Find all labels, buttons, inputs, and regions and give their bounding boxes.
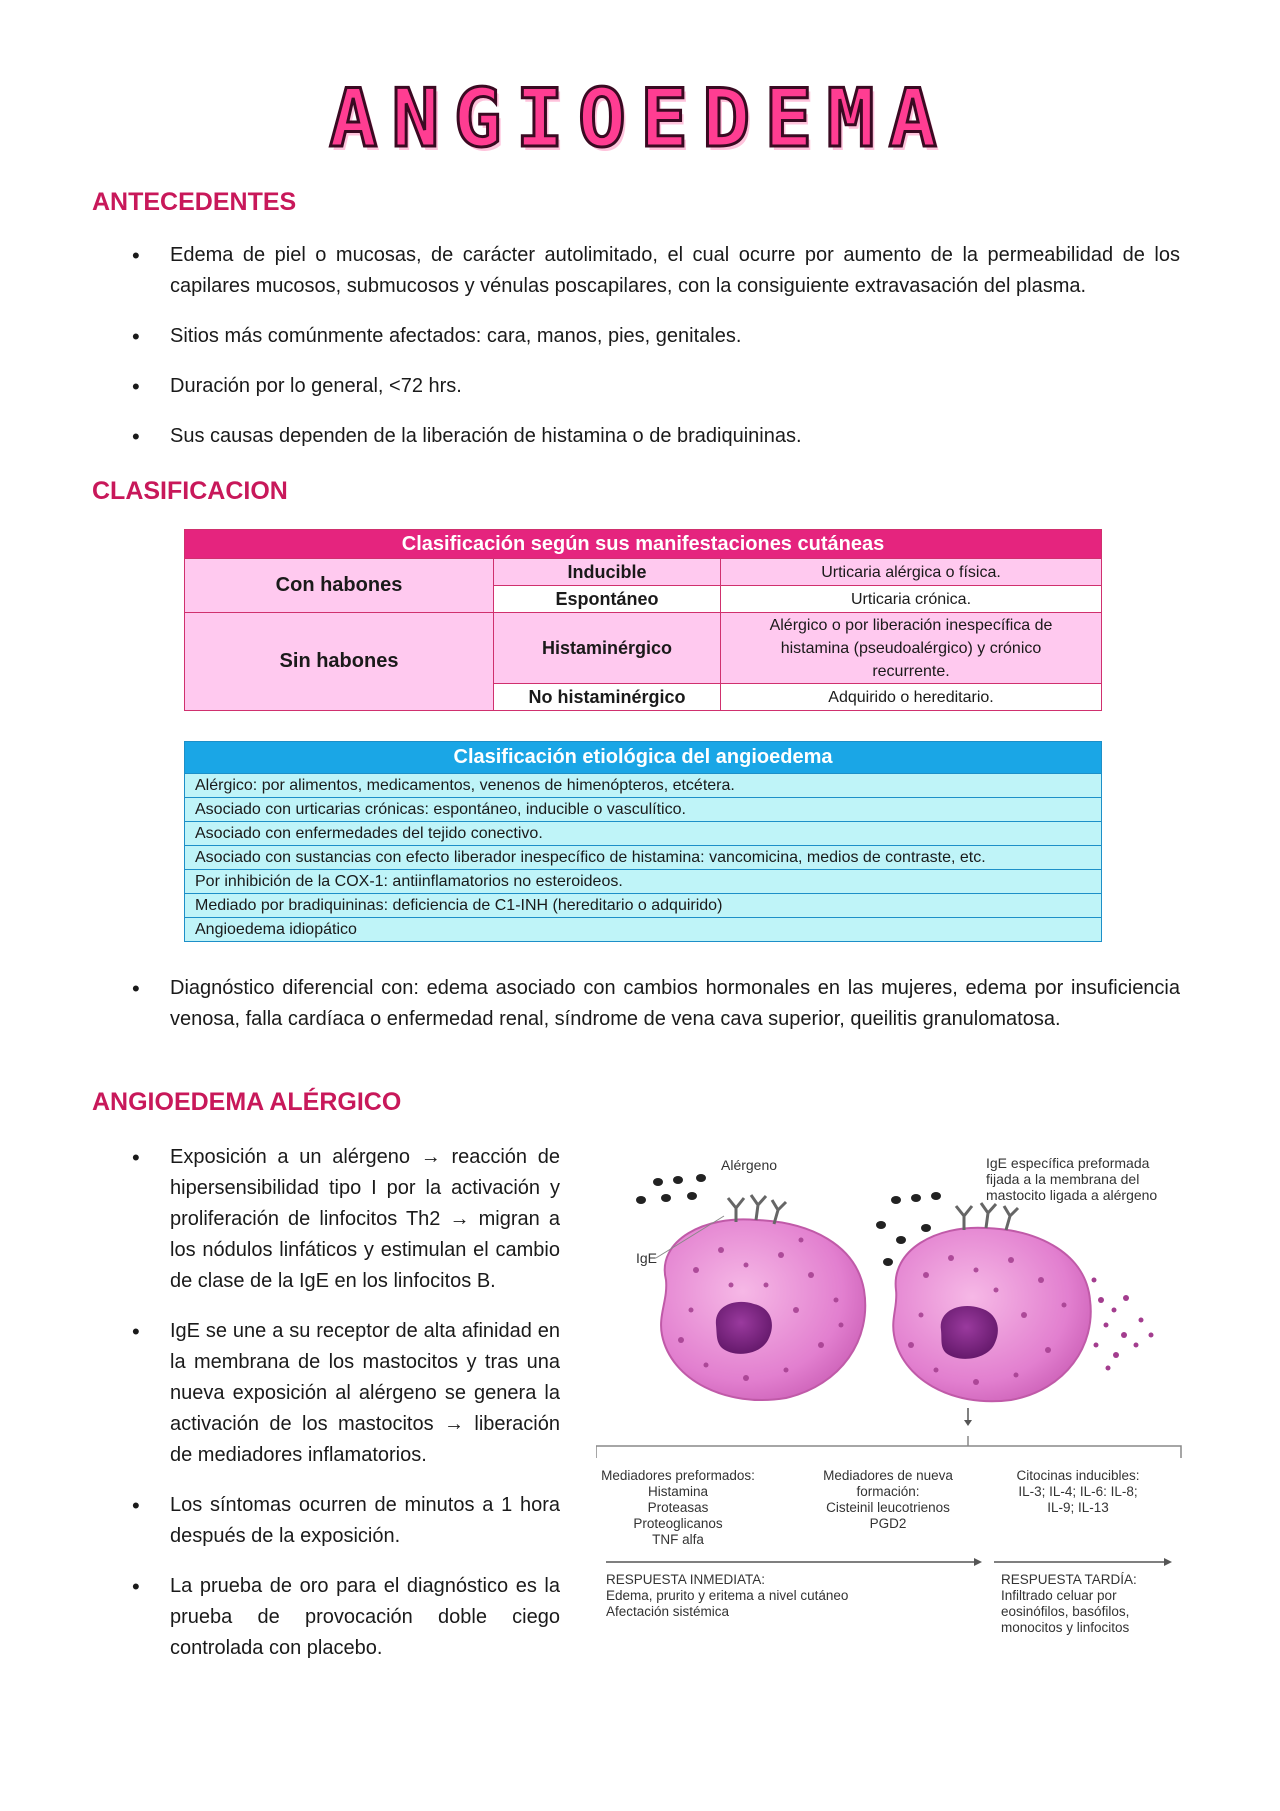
- respuesta-text: Infiltrado celuar por: [1001, 1588, 1117, 1603]
- list-item: • Duración por lo general, <72 hrs.: [92, 371, 1180, 402]
- mediator-column-nueva-formacion: [823, 1468, 953, 1531]
- allergen-particles-left: [636, 1174, 706, 1204]
- mediator-column-citocinas: [1016, 1468, 1139, 1515]
- respuesta-text: eosinófilos, basófilos,: [1001, 1604, 1130, 1619]
- antecedentes-list: [92, 240, 1180, 471]
- label-alergeno: Alérgeno: [721, 1157, 778, 1173]
- mediator-text: PGD2: [869, 1516, 907, 1531]
- mediator-text: IL-9; IL-13: [1047, 1500, 1109, 1515]
- mediator-column-preformados: [601, 1468, 755, 1547]
- mast-cell-figure: [596, 1150, 1196, 1650]
- table-row: Por inhibición de la COX-1: antiinflamatorios no esteroideos.: [185, 870, 1102, 894]
- respuesta-text: Afectación sistémica: [606, 1604, 730, 1619]
- diagnostico-list: [92, 973, 1180, 1054]
- mediator-text: IL-3; IL-4; IL-6: IL-8;: [1018, 1484, 1138, 1499]
- group-sin-habones: Sin habones: [185, 613, 494, 711]
- section-heading-clasificacion: CLASIFICACION: [92, 477, 288, 505]
- table-cell-type: Histaminérgico: [494, 613, 721, 684]
- table-row: Asociado con enfermedades del tejido conectivo.: [185, 822, 1102, 846]
- group-con-habones: Con habones: [185, 559, 494, 613]
- list-item: • Sus causas dependen de la liberación de histamina o de bradiquininas.: [92, 421, 1180, 452]
- mast-cell-left: [661, 1195, 865, 1400]
- page-title: ANGIOEDEMA: [329, 72, 951, 165]
- list-item: • Exposición a un alérgeno → reacción de hipersensibilidad tipo I por la activación y proliferación de linfocitos Th2 → migran a los nódulos linfáticos y estimulan el cambio de clase de la IgE en los linfocitos B.: [92, 1142, 560, 1297]
- mediator-text: Proteasas: [647, 1500, 709, 1515]
- mediator-text: Mediadores de nueva: [823, 1468, 953, 1483]
- mediator-text: TNF alfa: [652, 1532, 704, 1547]
- section-heading-antecedentes: ANTECEDENTES: [92, 188, 297, 216]
- mediator-text: Mediadores preformados:: [601, 1468, 755, 1483]
- table-title: Clasificación etiológica del angioedema: [185, 742, 1102, 774]
- respuesta-text: monocitos y linfocitos: [1001, 1620, 1130, 1635]
- table-row: Mediado por bradiquininas: deficiencia de C1-INH (hereditario o adquirido): [185, 894, 1102, 918]
- label-ige-especifica: fijada a la membrana del: [986, 1171, 1140, 1187]
- table-cell-type: No histaminérgico: [494, 684, 721, 711]
- mediators-bracket: [596, 1436, 1181, 1458]
- list-item: • Los síntomas ocurren de minutos a 1 hora después de la exposición.: [92, 1490, 560, 1552]
- label-ige-especifica: IgE específica preformada: [986, 1155, 1150, 1171]
- label-ige-especifica: mastocito ligada a alérgeno: [986, 1187, 1158, 1203]
- table-row: Angioedema idiopático: [185, 918, 1102, 942]
- table-clasificacion-cutanea: [184, 529, 1102, 711]
- released-granules: [1092, 1278, 1154, 1371]
- mediator-text: formación:: [856, 1484, 920, 1499]
- label-ige: IgE: [636, 1250, 658, 1266]
- table-row: Alérgico: por alimentos, medicamentos, venenos de himenópteros, etcétera.: [185, 774, 1102, 798]
- respuesta-inmediata: [606, 1572, 848, 1619]
- alergico-list: [92, 1142, 560, 1683]
- respuesta-text: RESPUESTA INMEDIATA:: [606, 1572, 766, 1587]
- respuesta-text: RESPUESTA TARDÍA:: [1001, 1572, 1137, 1587]
- respuesta-text: Edema, prurito y eritema a nivel cutáneo: [606, 1588, 849, 1603]
- table-cell-desc: Urticaria crónica.: [721, 586, 1102, 613]
- mediator-text: Citocinas inducibles:: [1016, 1468, 1140, 1483]
- table-clasificacion-etiologica: [184, 741, 1102, 942]
- table-cell-type: Espontáneo: [494, 586, 721, 613]
- mast-cell-diagram: [596, 1150, 1196, 1650]
- table-cell-type: Inducible: [494, 559, 721, 586]
- list-item: • La prueba de oro para el diagnóstico es la prueba de provocación doble ciego controlada con placebo.: [92, 1571, 560, 1664]
- table-cell-desc: Alérgico o por liberación inespecífica de histamina (pseudoalérgico) y crónico recurrente.: [721, 613, 1102, 684]
- table-cell-desc: Urticaria alérgica o física.: [721, 559, 1102, 586]
- table-title: Clasificación según sus manifestaciones cutáneas: [185, 530, 1102, 559]
- mediator-text: Histamina: [647, 1484, 709, 1499]
- mediator-text: Proteoglicanos: [633, 1516, 723, 1531]
- list-item: • Diagnóstico diferencial con: edema asociado con cambios hormonales en las mujeres, edema por insuficiencia venosa, falla cardíaca o enfermedad renal, síndrome de vena cava superior, queilitis granulomatosa.: [92, 973, 1180, 1035]
- list-item: • Edema de piel o mucosas, de carácter autolimitado, el cual ocurre por aumento de la permeabilidad de los capilares mucosos, submucosos y vénulas poscapilares, con la consiguiente extravasación del plasma.: [92, 240, 1180, 302]
- respuesta-tardia: [1001, 1572, 1137, 1635]
- table-cell-desc: Adquirido o hereditario.: [721, 684, 1102, 711]
- list-item: • IgE se une a su receptor de alta afinidad en la membrana de los mastocitos y tras una nueva exposición al alérgeno se genera la activación de los mastocitos → liberación de mediadores inflamatorios.: [92, 1316, 560, 1471]
- section-heading-alergico: ANGIOEDEMA ALÉRGICO: [92, 1088, 402, 1116]
- table-row: Asociado con urticarias crónicas: espontáneo, inducible o vasculítico.: [185, 798, 1102, 822]
- mediator-text: Cisteinil leucotrienos: [826, 1500, 950, 1515]
- table-row: Asociado con sustancias con efecto liberador inespecífico de histamina: vancomicina, medios de contraste, etc.: [185, 846, 1102, 870]
- list-item: • Sitios más comúnmente afectados: cara, manos, pies, genitales.: [92, 321, 1180, 352]
- mast-cell-right: [893, 1203, 1153, 1401]
